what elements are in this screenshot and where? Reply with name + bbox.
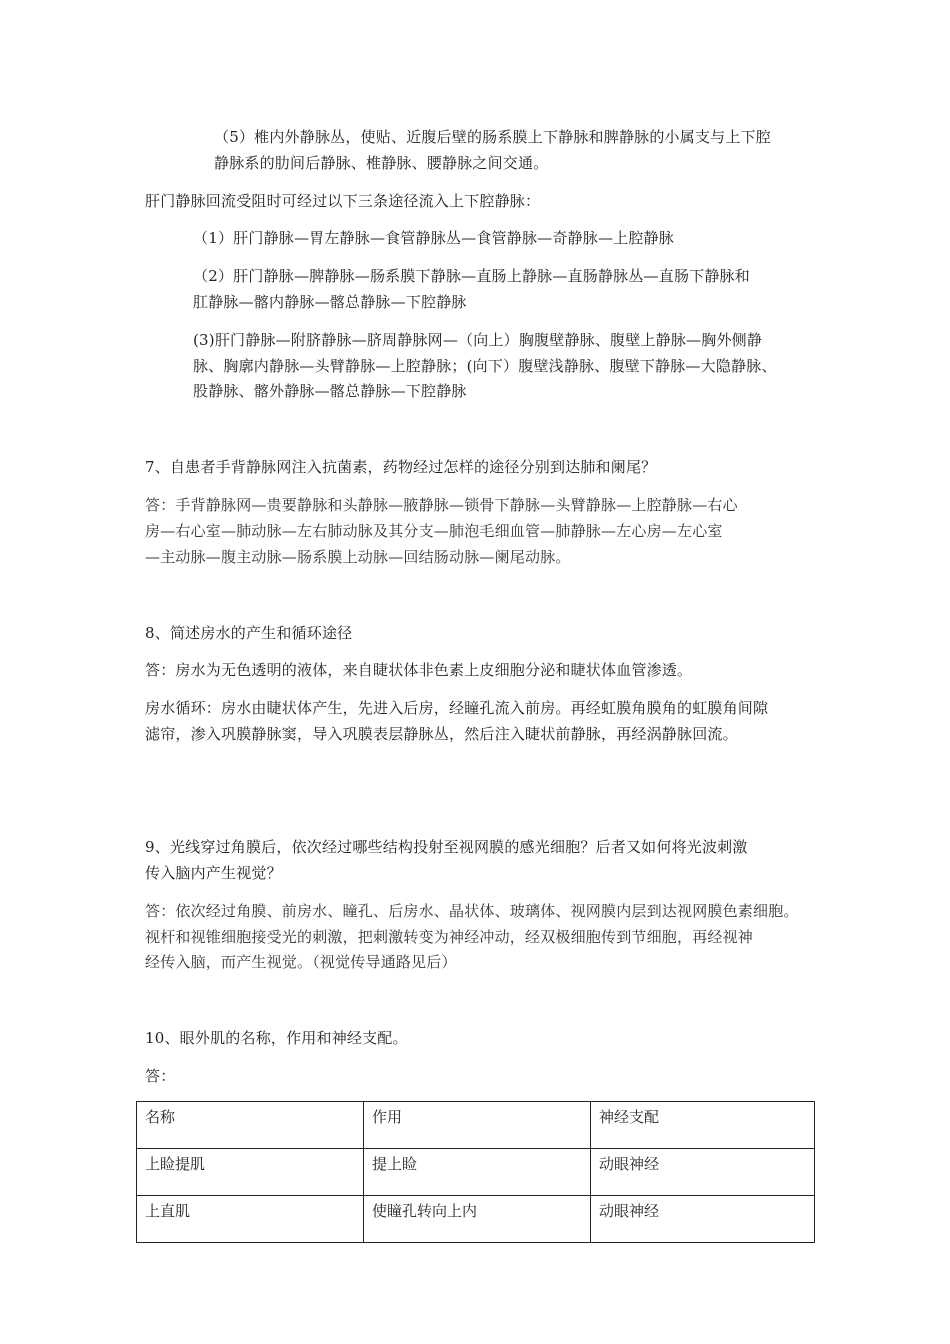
answer-line: 答：房水为无色透明的液体，来自睫状体非色素上皮细胞分泌和睫状体血管渗透。 <box>145 661 693 679</box>
answer-line: 答：手背静脉网—贵要静脉和头静脉—腋静脉—锁骨下静脉—头臂静脉—上腔静脉—右心 <box>145 496 738 514</box>
table-cell: 动眼神经 <box>591 1196 815 1243</box>
paragraph-line: （1）肝门静脉—胃左静脉—食管静脉丛—食管静脉—奇静脉—上腔静脉 <box>193 229 674 247</box>
question-7: 7、自患者手背静脉网注入抗菌素，药物经过怎样的途径分别到达肺和阑尾？ <box>145 458 657 476</box>
table-row <box>137 1149 815 1196</box>
paragraph-line: 股静脉、髂外静脉—髂总静脉—下腔静脉 <box>193 382 467 400</box>
paragraph-line: 肛静脉—髂内静脉—髂总静脉—下腔静脉 <box>193 293 467 311</box>
table-cell: 上睑提肌 <box>137 1149 364 1196</box>
question-10: 10、眼外肌的名称，作用和神经支配。 <box>145 1029 408 1047</box>
paragraph-line: （2）肝门静脉—脾静脉—肠系膜下静脉—直肠上静脉—直肠静脉丛—直肠下静脉和 <box>193 267 750 285</box>
table-cell: 使瞳孔转向上内 <box>364 1196 591 1243</box>
paragraph-line: （5）椎内外静脉丛，使贴、近腹后壁的肠系膜上下静脉和脾静脉的小属支与上下腔 <box>214 128 771 146</box>
answer-line: 房水循环：房水由睫状体产生，先进入后房，经瞳孔流入前房。再经虹膜角膜角的虹膜角间隙 <box>145 699 769 717</box>
table-header-row <box>137 1102 815 1149</box>
table-row <box>137 1196 815 1243</box>
answer-line: 视杆和视锥细胞接受光的刺激，把刺激转变为神经冲动，经双极细胞传到节细胞，再经视神 <box>145 928 754 946</box>
answer-line: 房—右心室—肺动脉—左右肺动脉及其分支—肺泡毛细血管—肺静脉—左心房—左心室 <box>145 522 723 540</box>
answer-line: 滤帘，渗入巩膜静脉窦，导入巩膜表层静脉丛，然后注入睫状前静脉，再经涡静脉回流。 <box>145 725 738 743</box>
question-9: 9、光线穿过角膜后，依次经过哪些结构投射至视网膜的感光细胞？后者又如何将光波刺激 <box>145 838 748 856</box>
paragraph-line: 肝门静脉回流受阻时可经过以下三条途径流入上下腔静脉： <box>145 192 541 210</box>
table-header-cell: 名称 <box>137 1102 364 1149</box>
table-cell: 上直肌 <box>137 1196 364 1243</box>
question-8: 8、简述房水的产生和循环途径 <box>145 624 353 642</box>
eye-muscle-table <box>136 1101 815 1243</box>
table-cell: 提上睑 <box>364 1149 591 1196</box>
paragraph-line: 脉、胸廓内静脉—头臂静脉—上腔静脉；(向下）腹壁浅静脉、腹壁下静脉—大隐静脉、 <box>193 357 777 375</box>
paragraph-line: 静脉系的肋间后静脉、椎静脉、腰静脉之间交通。 <box>214 154 549 172</box>
answer-line: 答：依次经过角膜、前房水、瞳孔、后房水、晶状体、玻璃体、视网膜内层到达视网膜色素细胞。 <box>145 902 799 920</box>
paragraph-line: (3)肝门静脉—附脐静脉—脐周静脉网—（向上）胸腹壁静脉、腹壁上静脉—胸外侧静 <box>193 331 763 349</box>
question-9: 传入脑内产生视觉？ <box>145 864 282 882</box>
answer-line: —主动脉—腹主动脉—肠系膜上动脉—回结肠动脉—阑尾动脉。 <box>145 548 571 566</box>
table-cell: 动眼神经 <box>591 1149 815 1196</box>
table-header-cell: 神经支配 <box>591 1102 815 1149</box>
table-header-cell: 作用 <box>364 1102 591 1149</box>
answer-line: 经传入脑，而产生视觉。（视觉传导通路见后） <box>145 953 457 971</box>
answer-label: 答： <box>145 1067 176 1085</box>
